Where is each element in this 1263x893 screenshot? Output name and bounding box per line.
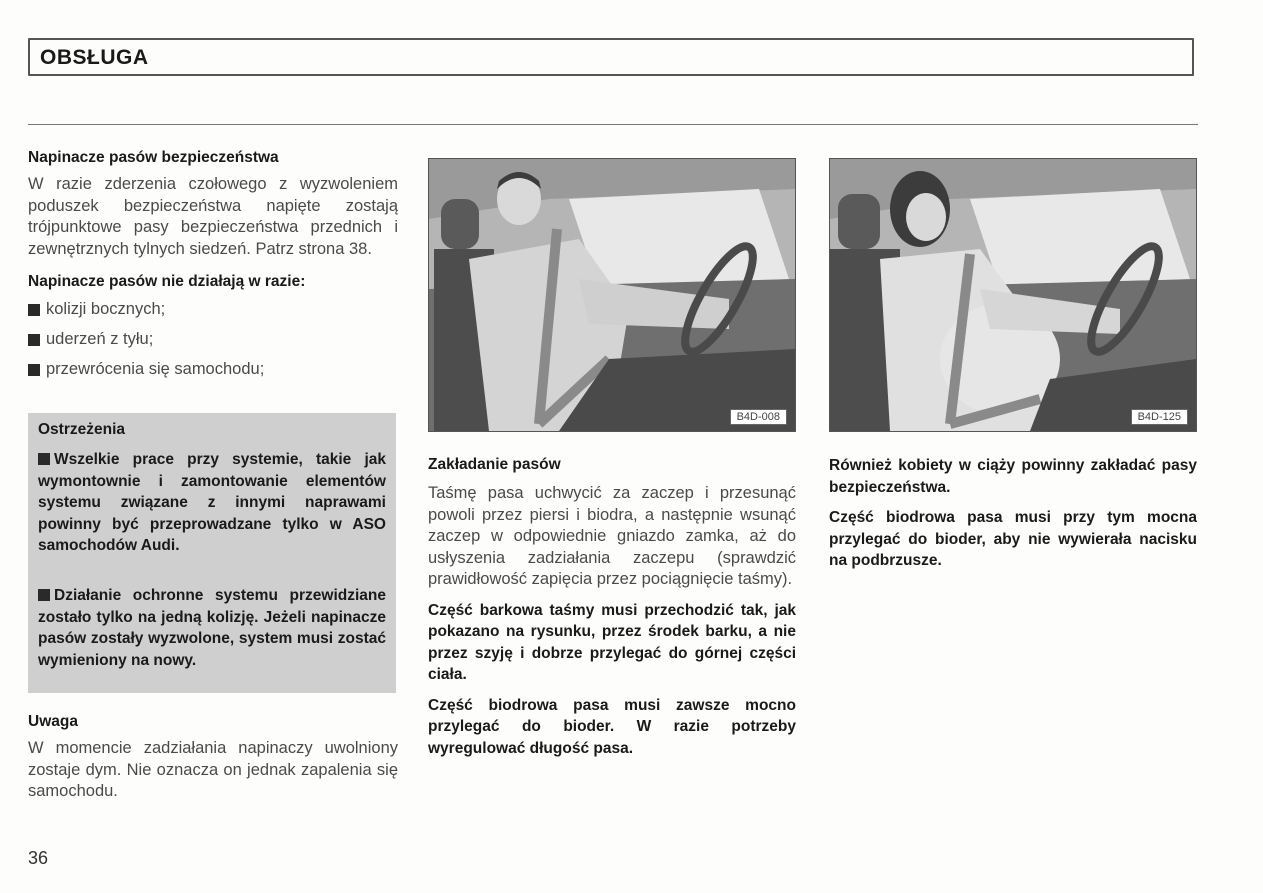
bullet-item: kolizji bocznych;: [28, 299, 398, 320]
note-heading: Uwaga: [28, 713, 78, 730]
heading-pretensioners: Napinacze pasów bezpieczeństwa: [28, 149, 279, 166]
heading-fastening: Zakładanie pasów: [428, 456, 561, 473]
warning-item-1: Wszelkie prace przy systemie, takie jak wymontownie i zamontowanie elementów systemu związane z innymi naprawami powinny być przeprowadzane tylko w ASO samochodów Audi.: [38, 451, 386, 554]
note-text: W momencie zadziałania napinaczy uwolniony zostaje dym. Nie oznacza on jednak zapalenia się samochodu.: [28, 739, 398, 800]
section-header-box: [28, 38, 1194, 76]
figure-man-seatbelt: [428, 158, 796, 432]
paragraph-pretensioners: W razie zderzenia czołowego z wyzwoleniem poduszek bezpieczeństwa napięte zostają trójpunktowe pasy bezpieczeństwa przednich i zewnętrznych tylnych siedzeń. Patrz strona 38.: [28, 175, 398, 258]
paragraph-lap-belt-pregnant: Część biodrowa pasa musi przy tym mocna przylegać do bioder, aby nie wywierała nacisku na podbrzusze.: [829, 509, 1197, 569]
column-right: [829, 455, 1197, 572]
warning-item-2: Działanie ochronne systemu przewidziane zostało tylko na jedną kolizję. Jeżeli napinacze pasów zostały wyzwolone, system musi zostać wymieniony na nowy.: [38, 587, 386, 669]
paragraph-lap-belt: Część biodrowa pasa musi zawsze mocno przylegać do bioder. W razie potrzeby wyregulować długość pasa.: [428, 696, 796, 757]
paragraph-shoulder-belt: Część barkowa taśmy musi przechodzić tak, jak pokazano na rysunku, przez środek barku, a nie przez szyję i dobrze przylegać do górnej części ciała.: [428, 601, 796, 683]
bullet-square-icon: [28, 334, 40, 346]
warning-title: Ostrzeżenia: [38, 421, 126, 438]
warning-box: [28, 413, 396, 693]
bullet-square-icon: [38, 589, 50, 601]
car-interior-illustration: [429, 159, 795, 431]
divider: [28, 124, 1198, 125]
bullet-square-icon: [38, 453, 50, 465]
section-title: OBSŁUGA: [40, 46, 149, 69]
figure-code: B4D-125: [1131, 409, 1188, 425]
bullet-square-icon: [28, 304, 40, 316]
heading-not-working: Napinacze pasów nie działają w razie:: [28, 273, 306, 290]
paragraph-fastening: Taśmę pasa uchwycić za zaczep i przesunąć powoli przez piersi i biodra, a następnie wsunąć zaczep w odpowiednie gniazdo zamka, aż do usłyszenia zadziałania zaczepu (sprawdzić prawidłowość zapięcia przez pociągnięcie taśmy).: [428, 484, 796, 588]
car-interior-illustration: [830, 159, 1196, 431]
column-left: [28, 148, 398, 380]
bullet-square-icon: [28, 364, 40, 376]
note-section: [28, 712, 398, 803]
figure-pregnant-woman-seatbelt: [829, 158, 1197, 432]
figure-code: B4D-008: [730, 409, 787, 425]
paragraph-pregnant: Również kobiety w ciąży powinny zakładać pasy bezpieczeństwa.: [829, 457, 1197, 496]
bullet-item: przewrócenia się samochodu;: [28, 359, 398, 380]
bullet-item: uderzeń z tyłu;: [28, 329, 398, 350]
column-middle: [428, 455, 796, 759]
page-number: 36: [28, 848, 49, 868]
